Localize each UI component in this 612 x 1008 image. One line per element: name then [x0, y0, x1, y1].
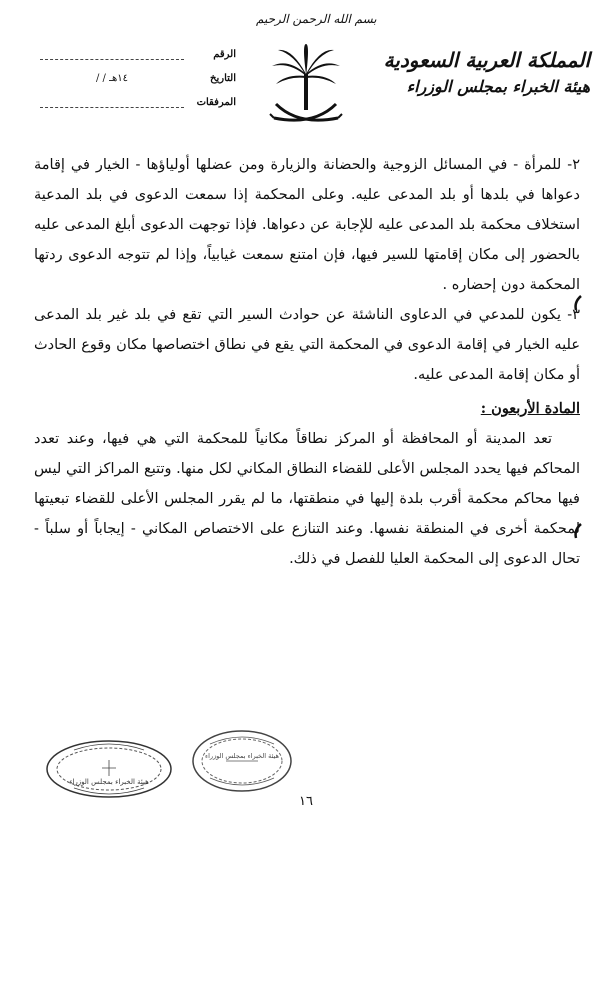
margin-mark-icon	[572, 294, 584, 312]
org-department: هيئة الخبراء بمجلس الوزراء	[406, 77, 590, 96]
official-seal-icon	[190, 728, 294, 794]
article-heading: المادة الأربعون :	[480, 400, 580, 417]
attachments-field	[40, 97, 184, 108]
number-row	[40, 42, 236, 66]
stamp-right-text: هيئة الخبراء بمجلس الوزراء	[205, 752, 279, 760]
reference-block	[40, 42, 236, 114]
organization-name	[380, 46, 590, 100]
item-2: ٢- للمرأة - في المسائل الزوجية والحضانة والزيارة ومن عضلها أولياؤها - الخيار في إقامة دعواها في بلدها أو بلد المدعى عليه. وعلى المحكمة إذا سمعت الدعوى في بلد المدعية استخلاف محكمة بلد المدعى عليه للإجابة عن دعواها. فإذا توجهت الدعوى أبلغ المدعى عليه بالحضور إلى مكان إقامتها للسير فيها، فإن امتنع سمعت غيابياً، وإذا لم تتوجه الدعوى ردتها المحكمة دون إحضاره .	[34, 157, 580, 293]
attachments-label: المرفقات	[196, 96, 236, 108]
org-country: المملكة العربية السعودية	[383, 48, 590, 72]
document-body	[34, 150, 580, 574]
basmala: بسم الله الرحمن الرحيم	[256, 12, 377, 26]
attachments-row	[40, 90, 236, 114]
margin-mark-icon	[572, 522, 584, 540]
stamp-left-text: هيئة الخبراء بمجلس الوزراء	[69, 778, 149, 786]
page-number: ١٦	[299, 794, 313, 809]
article-text: تعد المدينة أو المحافظة أو المركز نطاقاً مكانياً للمحكمة التي هي فيها، وعند تعدد المحاكم فيها يحدد المجلس الأعلى للقضاء النطاق المكاني لكل منها. وتتبع المراكز التي ليس فيها محاكم محكمة أقرب بلدة إليها في منطقتها، ما لم يقرر المجلس الأعلى للقضاء تبعيتها لمحكمة أخرى في المنطقة نفسها. وعند التنازع على الاختصاص المكاني - إيجاباً أو سلباً - تحال الدعوى إلى المحكمة العليا للفصل في ذلك.	[34, 431, 580, 567]
item-3: ٣- يكون للمدعي في الدعاوى الناشئة عن حوادث السير التي تقع في بلد غير بلد المدعى عليه الخيار في إقامة الدعوى في المحكمة التي يقع في نطاق اختصاصها مكان وقوع الحادث أو مكان إقامة المدعى عليه.	[34, 307, 580, 383]
date-row	[40, 66, 236, 90]
number-label: الرقم	[213, 48, 236, 60]
official-seal-icon	[44, 738, 174, 800]
saudi-emblem-palm-swords-icon	[268, 44, 344, 134]
date-label: التاريخ	[210, 72, 236, 84]
date-value: / / ١٤هـ	[95, 72, 129, 84]
number-field	[40, 49, 184, 60]
